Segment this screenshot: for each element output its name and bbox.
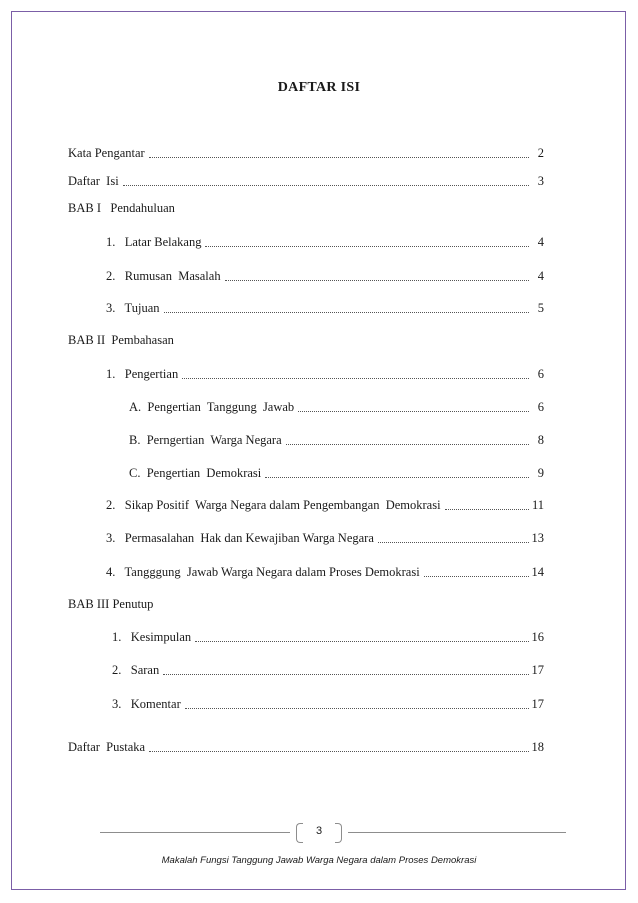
dot-leader [195,640,528,642]
toc-label: 2. Rumusan Masalah [106,269,221,283]
dot-leader [378,541,529,543]
page-border [11,11,626,890]
toc-label: Daftar Pustaka [68,740,146,754]
toc-page-number: 13 [531,531,544,545]
dot-leader [163,673,528,675]
toc-page-number: 2 [537,146,544,160]
toc-label: 4. Tangggung Jawab Warga Negara dalam Proses Demokrasi [106,565,420,579]
dot-leader [225,279,529,281]
footer-page-number: 3 [315,825,323,837]
toc-label: 3. Permasalahan Hak dan Kewajiban Warga Negara [106,531,374,545]
toc-label: A. Pengertian Tanggung Jawab [129,400,295,414]
dot-leader [424,575,529,577]
toc-page-number: 14 [531,565,544,579]
toc-page-number: 17 [531,663,544,677]
toc-entry-kata-pengantar[interactable] [68,145,544,161]
toc-page-number: 11 [531,498,544,512]
toc-page-number: 3 [537,174,544,188]
footer-rule-left [100,832,290,833]
toc-entry-pengertian-tanggung-jawab[interactable] [129,399,544,415]
toc-label: C. Pengertian Demokrasi [129,466,262,480]
dot-leader [286,443,529,445]
dot-leader [164,311,530,313]
dot-leader [445,508,529,510]
toc-entry-pengertian[interactable] [106,366,544,382]
toc-entry-tanggung-jawab-warga[interactable] [106,564,544,580]
toc-entry-pengertian-warga-negara[interactable] [129,432,544,448]
footer-page-box [296,823,342,843]
dot-leader [205,245,529,247]
toc-entry-sikap-positif[interactable] [106,497,544,513]
dot-leader [123,184,529,186]
toc-entry-kesimpulan[interactable] [112,629,544,645]
toc-label: B. Perngertian Warga Negara [129,433,282,447]
toc-page-number: 16 [531,630,544,644]
footer-rule-right [348,832,566,833]
toc-heading-bab-1: BAB I Pendahuluan [68,201,175,215]
toc-label: 3. Tujuan [106,301,160,315]
dot-leader [149,156,529,158]
toc-entry-latar-belakang[interactable] [106,234,544,250]
dot-leader [149,750,528,752]
toc-page-number: 8 [537,433,544,447]
footer-caption: Makalah Fungsi Tanggung Jawab Warga Negara dalam Proses Demokrasi [161,855,477,866]
dot-leader [185,707,529,709]
toc-page-number: 18 [531,740,544,754]
toc-label: 2. Saran [112,663,160,677]
toc-label: 1. Latar Belakang [106,235,202,249]
toc-entry-pengertian-demokrasi[interactable] [129,465,544,481]
toc-page-number: 6 [537,400,544,414]
toc-page-number: 5 [537,301,544,315]
toc-page-number: 6 [537,367,544,381]
toc-entry-daftar-isi[interactable] [68,173,544,189]
toc-entry-rumusan-masalah[interactable] [106,268,544,284]
toc-label: 1. Pengertian [106,367,179,381]
toc-label: Kata Pengantar [68,146,145,160]
toc-entry-permasalahan[interactable] [106,530,544,546]
toc-entry-daftar-pustaka[interactable] [68,739,544,755]
toc-label: 2. Sikap Positif Warga Negara dalam Pengembangan Demokrasi [106,498,441,512]
toc-heading-bab-2: BAB II Pembahasan [68,333,174,347]
dot-leader [182,377,529,379]
toc-label: 1. Kesimpulan [112,630,192,644]
toc-heading-bab-3: BAB III Penutup [68,597,154,611]
toc-label: 3. Komentar [112,697,181,711]
toc-page-number: 4 [537,269,544,283]
dot-leader [265,476,529,478]
page-title: DAFTAR ISI [277,80,361,95]
toc-entry-tujuan[interactable] [106,300,544,316]
toc-page-number: 4 [537,235,544,249]
dot-leader [298,410,529,412]
toc-page-number: 9 [537,466,544,480]
toc-entry-saran[interactable] [112,662,544,678]
toc-page-number: 17 [531,697,544,711]
toc-entry-komentar[interactable] [112,696,544,712]
toc-label: Daftar Isi [68,174,119,188]
